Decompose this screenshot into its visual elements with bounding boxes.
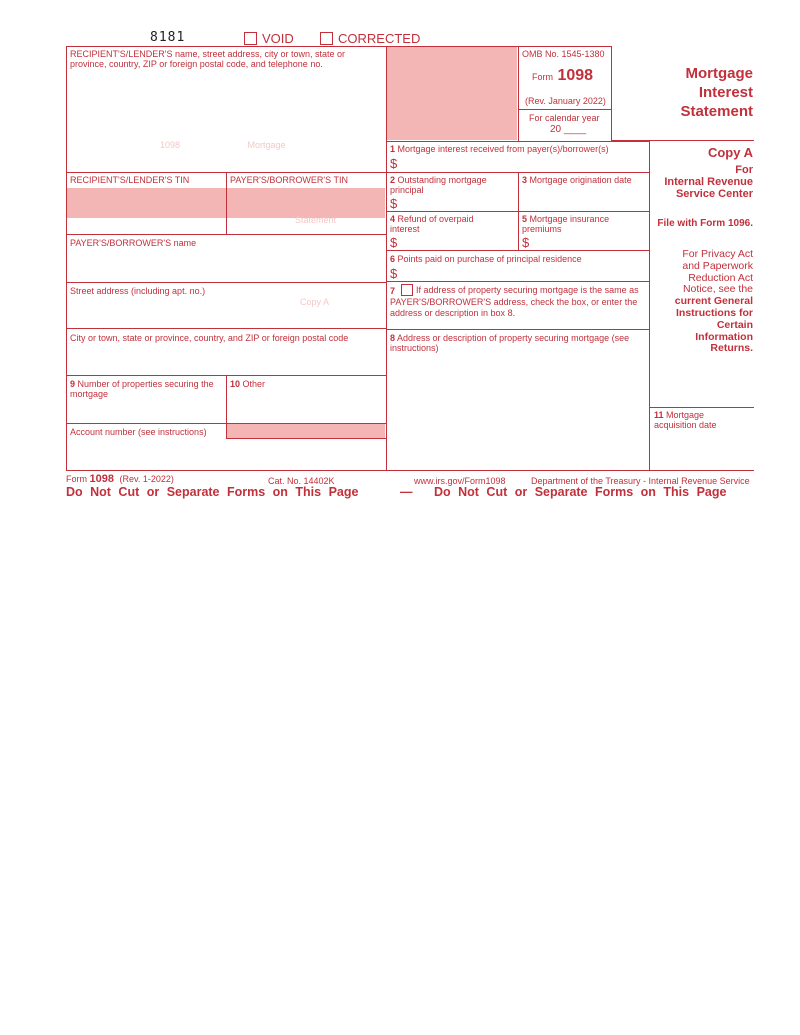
do-not-cut-dash: — xyxy=(400,485,413,499)
box6-label: 6 Points paid on purchase of principal residence xyxy=(390,254,582,264)
shaded-area-account xyxy=(227,423,385,438)
box5-dollar: $ xyxy=(522,235,530,250)
city-state-zip-label: City or town, state or province, country, and ZIP or foreign postal code xyxy=(70,333,349,343)
calendar-year-field[interactable]: 20 ____ xyxy=(550,124,587,135)
ghost-mark: 1098 Mortgage xyxy=(160,140,286,150)
box9-label: 9 Number of properties securing the mortgage xyxy=(70,379,214,399)
shaded-area-top xyxy=(387,47,517,140)
calendar-year-label: For calendar year xyxy=(529,113,600,123)
do-not-cut-left: Do Not Cut or Separate Forms on This Page xyxy=(66,485,359,499)
box2-label: 2 Outstanding mortgage principal xyxy=(390,175,487,195)
void-checkbox[interactable] xyxy=(244,32,257,45)
acquisition-date-field[interactable] xyxy=(650,433,753,469)
recipient-tin-label: RECIPIENT'S/LENDER'S TIN xyxy=(70,175,190,185)
outstanding-principal-field[interactable] xyxy=(400,196,515,210)
property-address-field[interactable] xyxy=(387,356,648,469)
box6-dollar: $ xyxy=(390,266,398,281)
box7-label: If address of property securing mortgage is the same as PAYER'S/BORROWER'S address, check the box, or enter the address or description in box 8. xyxy=(390,285,639,318)
do-not-cut-right: Do Not Cut or Separate Forms on This Page xyxy=(434,485,727,499)
corrected-checkbox[interactable] xyxy=(320,32,333,45)
payer-name-field[interactable] xyxy=(67,250,385,281)
mortgage-interest-field[interactable] xyxy=(400,156,645,171)
catalog-number: Cat. No. 14402K xyxy=(268,476,335,486)
payer-name-label: PAYER'S/BORROWER'S name xyxy=(70,238,197,248)
account-number-field[interactable] xyxy=(67,438,385,469)
refund-interest-field[interactable] xyxy=(400,235,515,249)
omb-number: OMB No. 1545-1380 xyxy=(522,49,605,59)
payer-tin-label: PAYER'S/BORROWER'S TIN xyxy=(230,175,348,185)
payer-tin-field[interactable] xyxy=(227,188,385,218)
city-state-zip-field[interactable] xyxy=(67,345,385,374)
insurance-premiums-field[interactable] xyxy=(532,235,647,249)
account-number-label: Account number (see instructions) xyxy=(70,427,207,437)
privacy-notice: For Privacy Act and Paperwork Reduction Act Notice, see the current General Instructions for Certain Information Returns. xyxy=(674,248,753,355)
box5-label: 5 Mortgage insurance premiums xyxy=(522,214,610,234)
box7-number: 7 xyxy=(390,286,396,296)
box10-label: 10 Other xyxy=(230,379,266,389)
department-name: Department of the Treasury - Internal Revenue Service xyxy=(531,476,750,486)
ghost-mark: Copy A xyxy=(300,297,330,307)
revision-date: (Rev. January 2022) xyxy=(525,96,606,106)
irs-url[interactable]: www.irs.gov/Form1098 xyxy=(414,476,506,486)
file-with-label: File with Form 1096. xyxy=(657,218,753,229)
box3-label: 3 Mortgage origination date xyxy=(522,175,632,185)
recipient-tin-field[interactable] xyxy=(67,188,225,218)
box1-dollar: $ xyxy=(390,156,398,171)
form-number-header: Form 1098 xyxy=(532,67,594,84)
recipient-lender-label: RECIPIENT'S/LENDER'S name, street address, city or town, state or province, country, ZIP or foreign postal code, and telephone no. xyxy=(70,49,346,69)
copy-a-label: Copy A xyxy=(707,145,753,160)
origination-date-field[interactable] xyxy=(519,188,648,210)
form-title: Mortgage Interest Statement xyxy=(680,65,753,120)
points-paid-field[interactable] xyxy=(400,266,645,280)
recipient-lender-field[interactable] xyxy=(67,72,385,171)
box8-label: 8 Address or description of property securing mortgage (see instructions) xyxy=(390,333,630,353)
box1-label: 1 Mortgage interest received from payer(s)/borrower(s) xyxy=(390,144,609,154)
box11-label: 11 Mortgage acquisition date xyxy=(654,410,717,430)
box2-dollar: $ xyxy=(390,196,398,211)
form-code: 8181 xyxy=(150,30,186,45)
corrected-label: CORRECTED xyxy=(338,31,421,46)
street-address-label: Street address (including apt. no.) xyxy=(70,286,206,296)
footer-form-id: Form 1098 (Rev. 1-2022) xyxy=(66,473,174,485)
street-address-field[interactable] xyxy=(67,298,385,327)
ghost-mark: Statement xyxy=(295,215,337,225)
box4-dollar: $ xyxy=(390,235,398,250)
box4-label: 4 Refund of overpaid interest xyxy=(390,214,474,234)
void-label: VOID xyxy=(262,31,294,46)
for-irs-label: For Internal Revenue Service Center xyxy=(664,164,753,200)
